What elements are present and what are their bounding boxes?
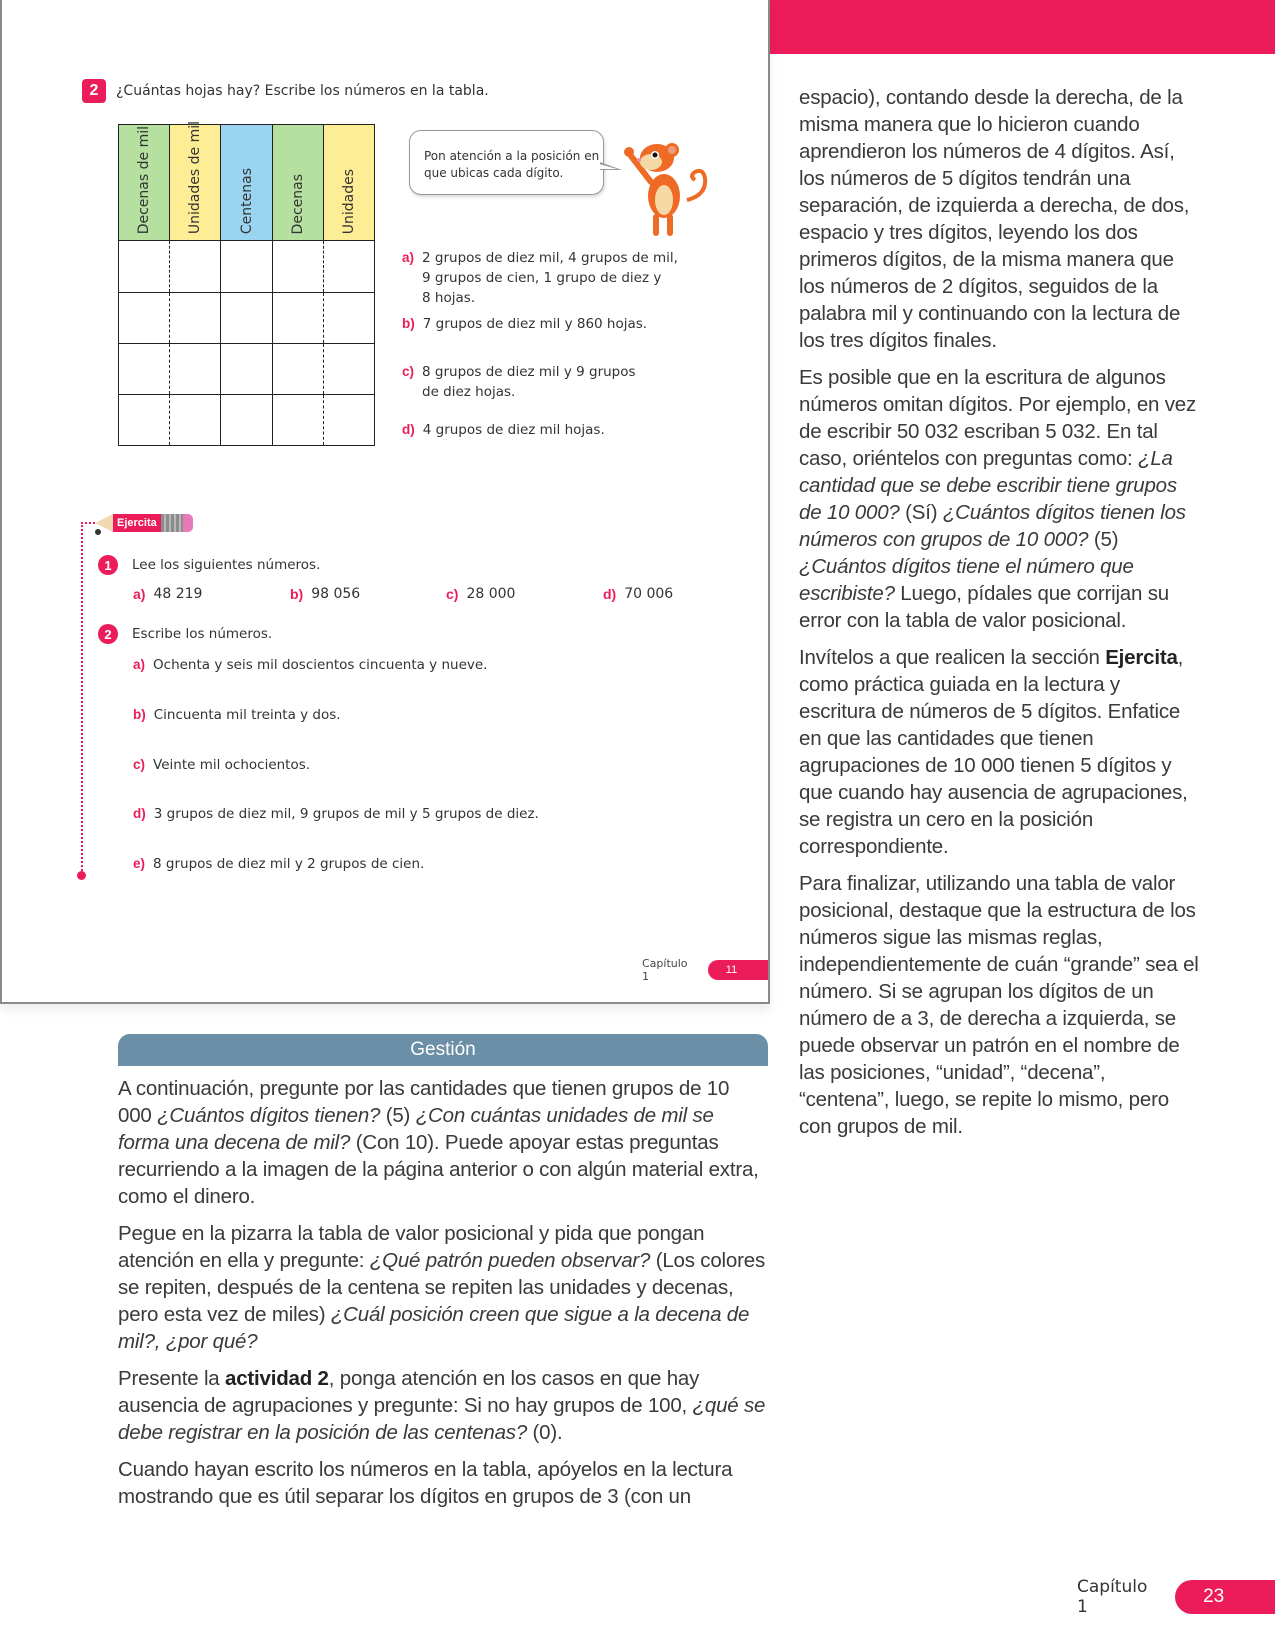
activity-prompt: ¿Cuántas hojas hay? Escribe los números en la tabla. bbox=[116, 83, 489, 99]
table-row bbox=[119, 394, 374, 445]
guide-paragraph: A continuación, pregunte por las cantidades que tienen grupos de 10 000 ¿Cuántos dígitos tienen? (5) ¿Con cuántas unidades de mil se forma una decena de mil? (Con 10). Puede apoyar estas preguntas recurriendo a la imagen de la página anterior o con algún material extra, como el dinero. bbox=[118, 1077, 759, 1208]
table-cell[interactable] bbox=[119, 344, 169, 394]
gestion-section-title: Gestión bbox=[118, 1034, 768, 1066]
list-item: d) 70 006 bbox=[603, 586, 674, 602]
table-row bbox=[119, 292, 374, 343]
list-item: e) 8 grupos de diez mil y 2 grupos de cien. bbox=[133, 856, 425, 872]
list-item: b) 98 056 bbox=[290, 586, 361, 602]
list-item: b) 7 grupos de diez mil y 860 hojas. bbox=[402, 316, 648, 332]
header-decenas: Decenas bbox=[272, 125, 323, 240]
place-value-table bbox=[118, 120, 375, 446]
table-cell[interactable] bbox=[272, 241, 323, 292]
student-page-footer bbox=[642, 957, 768, 983]
guide-paragraph: Cuando hayan escrito los números en la tabla, apóyelos en la lectura mostrando que es útil separar los dígitos en grupos de 3 (con un bbox=[118, 1458, 733, 1508]
list-item: a) Ochenta y seis mil doscientos cincuenta y nueve. bbox=[133, 657, 488, 673]
header-unidades-de-mil: Unidades de mil bbox=[169, 125, 220, 240]
table-row bbox=[119, 343, 374, 394]
guide-right-column bbox=[799, 84, 1199, 1150]
header-unidades: Unidades bbox=[323, 125, 374, 240]
table-cell[interactable] bbox=[119, 395, 169, 445]
table-cell[interactable] bbox=[220, 344, 271, 394]
table-cell[interactable] bbox=[272, 395, 323, 445]
ejercita-dotted-line bbox=[81, 522, 83, 874]
page-number: 11 bbox=[708, 960, 768, 980]
list-item: c) 28 000 bbox=[446, 586, 516, 602]
table-cell[interactable] bbox=[169, 344, 220, 394]
header-centenas: Centenas bbox=[220, 125, 271, 240]
ejercita-line-end-dot bbox=[77, 871, 86, 880]
list-item: c) Veinte mil ochocientos. bbox=[133, 757, 311, 773]
chapter-label: Capítulo 1 bbox=[642, 957, 688, 983]
exercise-1-header: 1 Lee los siguientes números. bbox=[98, 555, 320, 575]
header-decenas-de-mil: Decenas de mil bbox=[119, 125, 169, 240]
guide-paragraph: Es posible que en la escritura de algunos números omitan dígitos. Por ejemplo, en vez de escribir 50 032 escriban 5 032. En tal caso, oriéntelos con preguntas como: ¿La cantidad que se debe escribir tiene grupos de 10 000? (Sí) ¿Cuántos dígitos tienen los números con grupos de 10 000? (5) ¿Cuántos dígitos tiene el número que escribiste? Luego, pídales que corrijan su error con la tabla de valor posicional. bbox=[799, 366, 1197, 632]
table-cell[interactable] bbox=[169, 241, 220, 292]
monkey-mascot-icon bbox=[617, 130, 712, 238]
table-row bbox=[119, 241, 374, 292]
pencil-icon bbox=[95, 514, 113, 532]
activity-number-badge: 2 bbox=[82, 79, 106, 103]
speech-bubble: Pon atención a la posición en que ubicas cada dígito. bbox=[409, 130, 604, 195]
table-header-row bbox=[119, 120, 374, 241]
table-cell[interactable] bbox=[272, 293, 323, 343]
page-number: 23 bbox=[1175, 1580, 1275, 1614]
top-banner bbox=[770, 0, 1275, 54]
table-cell[interactable] bbox=[119, 293, 169, 343]
table-cell[interactable] bbox=[323, 293, 374, 343]
guide-paragraph: Para finalizar, utilizando una tabla de valor posicional, destaque que la estructura de los números sigue las mismas reglas, independientemente de cuán “grande” sea el número. Si se agrupan los dígitos de un número de a 3, de derecha a izquierda, se puede observar un patrón en el nombre de las posiciones, “unidad”, “decena”, “centena”, luego, se repite lo mismo, pero con grupos de mil. bbox=[799, 872, 1199, 1138]
exercise-number-badge: 2 bbox=[98, 624, 118, 644]
exercise-2-header: 2 Escribe los números. bbox=[98, 624, 272, 644]
table-cell[interactable] bbox=[323, 395, 374, 445]
guide-paragraph: espacio), contando desde la derecha, de la misma manera que lo hicieron cuando aprendieron los números de 4 dígitos. Así, los números de 5 dígitos tendrán una separación, de izquierda a derecha, de dos, espacio y tres dígitos, leyendo los dos primeros dígitos, de la misma manera que los números de 2 dígitos, seguidos de la palabra mil y continuando con la lectura de los tres dígitos finales. bbox=[799, 86, 1190, 352]
table-cell[interactable] bbox=[272, 344, 323, 394]
table-cell[interactable] bbox=[119, 241, 169, 292]
table-cell[interactable] bbox=[220, 293, 271, 343]
table-cell[interactable] bbox=[169, 395, 220, 445]
guide-paragraph: Invítelos a que realicen la sección Ejercita, como práctica guiada en la lectura y escritura de números de 5 dígitos. Enfatice en que las cantidades que tienen agrupaciones de 10 000 tienen 5 dígitos y que cuando hay ausencia de agrupaciones, se registra un cero en la posición correspondiente. bbox=[799, 646, 1188, 858]
ejercita-pencil-label: Ejercita bbox=[95, 514, 193, 532]
guide-paragraph: Pegue en la pizarra la tabla de valor posicional y pida que pongan atención en ella y pregunte: ¿Qué patrón pueden observar? (Los colores se repiten, después de la centena se repiten las unidades y decenas, pero esta vez de miles) ¿Cuál posición creen que sigue a la decena de mil?, ¿por qué? bbox=[118, 1222, 765, 1353]
table-cell[interactable] bbox=[323, 241, 374, 292]
list-item: d) 4 grupos de diez mil hojas. bbox=[402, 422, 605, 438]
list-item: b) Cincuenta mil treinta y dos. bbox=[133, 707, 341, 723]
table-cell[interactable] bbox=[220, 241, 271, 292]
table-cell[interactable] bbox=[169, 293, 220, 343]
guide-paragraph: Presente la actividad 2, ponga atención en los casos en que hay ausencia de agrupaciones y pregunte: Si no hay grupos de 100, ¿qué se debe registrar en la posición de las centenas? (0). bbox=[118, 1367, 766, 1444]
list-item: a) 2 grupos de diez mil, 4 grupos de mil, 9 grupos de cien, 1 grupo de diez y 8 hojas. bbox=[402, 250, 678, 306]
exercise-number-badge: 1 bbox=[98, 555, 118, 575]
table-cell[interactable] bbox=[220, 395, 271, 445]
list-item: a) 48 219 bbox=[133, 586, 203, 602]
list-item: d) 3 grupos de diez mil, 9 grupos de mil y 5 grupos de diez. bbox=[133, 806, 539, 822]
list-item: c) 8 grupos de diez mil y 9 grupos de diez hojas. bbox=[402, 364, 636, 400]
student-page-thumbnail bbox=[0, 0, 770, 1004]
page-footer bbox=[1077, 1577, 1275, 1617]
table-cell[interactable] bbox=[323, 344, 374, 394]
chapter-label: Capítulo 1 bbox=[1077, 1577, 1148, 1617]
activity-2-header bbox=[82, 79, 489, 103]
guide-left-column bbox=[118, 1075, 768, 1520]
